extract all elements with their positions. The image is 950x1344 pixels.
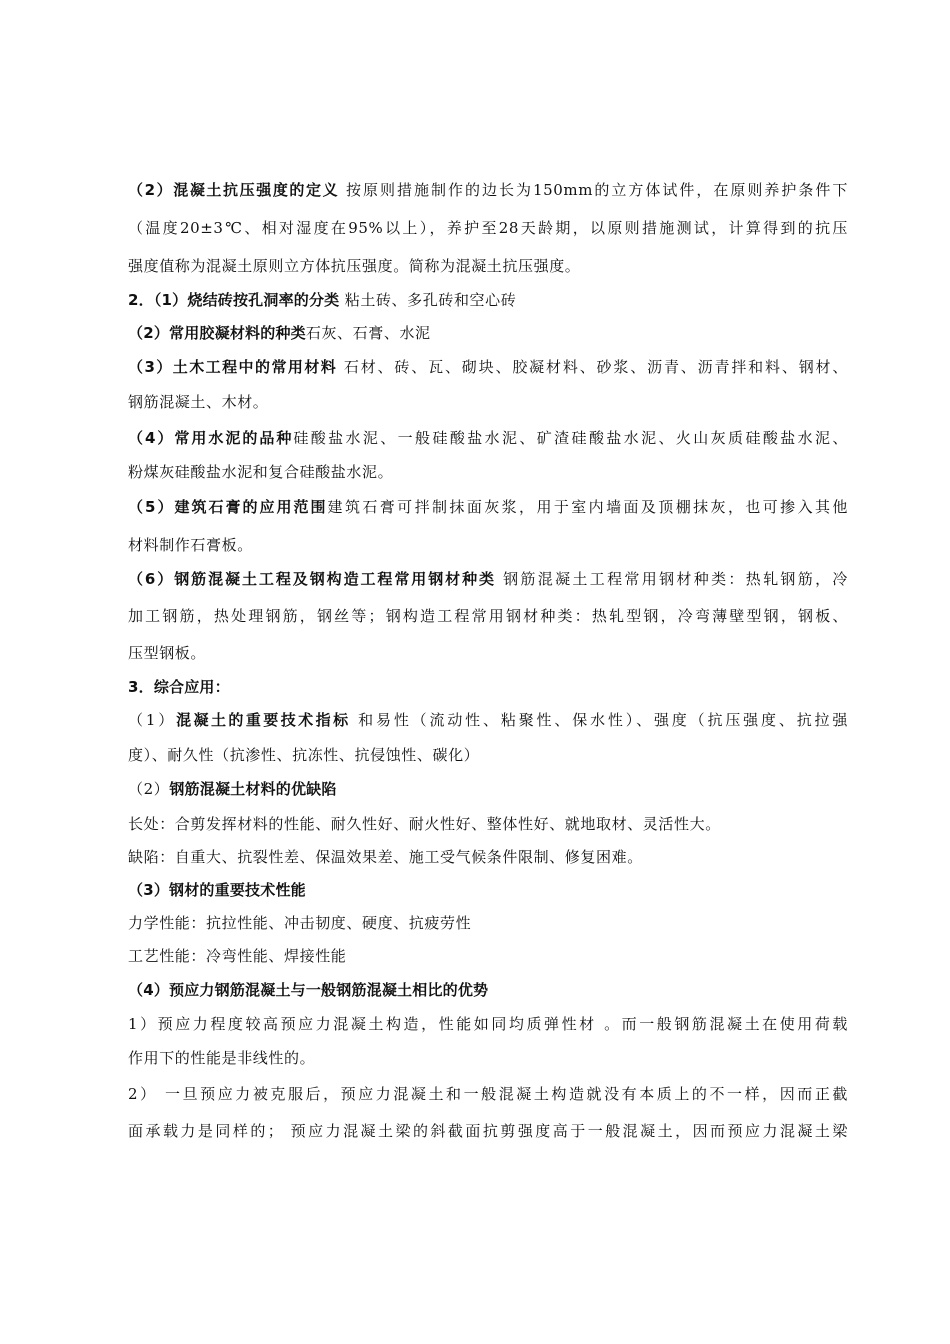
bold-heading-text: 2．（1）烧结砖按孔洞率的分类 bbox=[128, 291, 340, 309]
body-text: 石灰、石膏、水泥 bbox=[305, 324, 431, 342]
text-line bbox=[128, 606, 848, 626]
bold-heading-text: （5）建筑石膏的应用范围 bbox=[128, 498, 328, 516]
bold-heading-text: （6）钢筋混凝土工程及钢构造工程常用钢材种类 bbox=[128, 570, 496, 588]
body-text: （1） bbox=[128, 711, 177, 729]
text-line bbox=[128, 535, 848, 555]
bold-heading-text: （3）土木工程中的常用材料 bbox=[128, 358, 338, 376]
text-line bbox=[128, 946, 848, 966]
body-text: （温度20±3℃、相对湿度在95%以上），养护至28天龄期，以原则措施测试，计算得到的抗压 bbox=[128, 219, 848, 237]
text-line bbox=[128, 290, 848, 310]
body-text: 硅酸盐水泥、一般硅酸盐水泥、矿渣硅酸盐水泥、火山灰质硅酸盐水泥、 bbox=[293, 429, 848, 447]
bold-heading-text: 3．综合应用： bbox=[128, 678, 230, 696]
text-line bbox=[128, 428, 848, 448]
text-line bbox=[128, 323, 848, 343]
text-line bbox=[128, 643, 848, 663]
text-line bbox=[128, 779, 848, 799]
body-text: 面承载力是同样的； 预应力混凝土梁的斜截面抗剪强度高于一般混凝土，因而预应力混凝土梁 bbox=[128, 1122, 848, 1140]
body-text: 长处：合剪发挥材料的性能、耐久性好、耐火性好、整体性好、就地取材、灵活性大。 bbox=[128, 815, 721, 833]
bold-heading-text: （2）常用胶凝材料的种类 bbox=[128, 324, 306, 342]
text-line bbox=[128, 392, 848, 412]
text-line bbox=[128, 497, 848, 517]
body-text: 粘土砖、多孔砖和空心砖 bbox=[339, 291, 517, 309]
body-text: 强度值称为混凝土原则立方体抗压强度。简称为混凝土抗压强度。 bbox=[128, 257, 581, 275]
text-line bbox=[128, 218, 848, 238]
body-text: 按原则措施制作的边长为150mm的立方体试件，在原则养护条件下 bbox=[339, 181, 848, 199]
text-line bbox=[128, 847, 848, 867]
body-text: 建筑石膏可拌制抹面灰浆，用于室内墙面及顶棚抹灰，也可掺入其他 bbox=[327, 498, 848, 516]
body-text: 度）、耐久性（抗渗性、抗冻性、抗侵蚀性、碳化） bbox=[128, 746, 480, 764]
body-text: 2） 一旦预应力被克服后，预应力混凝土和一般混凝土构造就没有本质上的不一样，因而正截 bbox=[128, 1085, 848, 1103]
bold-heading-text: （2）混凝土抗压强度的定义 bbox=[128, 181, 340, 199]
text-line bbox=[128, 1048, 848, 1068]
body-text: 钢筋混凝土工程常用钢材种类：热轧钢筋，冷 bbox=[495, 570, 848, 588]
text-line bbox=[128, 880, 848, 900]
text-line bbox=[128, 677, 848, 697]
text-line bbox=[128, 1014, 848, 1034]
body-text: （2） bbox=[128, 780, 170, 798]
bold-heading-text: 混凝土的重要技术指标 bbox=[176, 711, 351, 729]
bold-heading-text: （4）预应力钢筋混凝土与一般钢筋混凝土相比的优势 bbox=[128, 981, 489, 999]
body-text: 缺陷：自重大、抗裂性差、保温效果差、施工受气候条件限制、修复困难。 bbox=[128, 848, 643, 866]
text-line bbox=[128, 180, 848, 200]
body-text: 力学性能：抗拉性能、冲击韧度、硬度、抗疲劳性 bbox=[128, 914, 472, 932]
body-text: 和易性（流动性、粘聚性、保水性）、强度（抗压强度、抗拉强 bbox=[350, 711, 848, 729]
body-text: 石材、砖、瓦、砌块、胶凝材料、砂浆、沥青、沥青拌和料、钢材、 bbox=[337, 358, 849, 376]
body-text: 压型钢板。 bbox=[128, 644, 207, 662]
text-line bbox=[128, 710, 848, 730]
bold-heading-text: 钢筋混凝土材料的优缺陷 bbox=[169, 780, 337, 798]
text-line bbox=[128, 1121, 848, 1141]
text-line bbox=[128, 1084, 848, 1104]
body-text: 1）预应力程度较高预应力混凝土构造，性能如同均质弹性材 。而一般钢筋混凝土在使用荷载 bbox=[128, 1015, 848, 1033]
bold-heading-text: （4）常用水泥的品种 bbox=[128, 429, 294, 447]
body-text: 钢筋混凝土、木材。 bbox=[128, 393, 269, 411]
text-line bbox=[128, 569, 848, 589]
body-text: 粉煤灰硅酸盐水泥和复合硅酸盐水泥。 bbox=[128, 463, 394, 481]
text-line bbox=[128, 913, 848, 933]
body-text: 加工钢筋，热处理钢筋，钢丝等；钢构造工程常用钢材种类：热轧型钢，冷弯薄壁型钢，钢板、 bbox=[128, 607, 848, 625]
bold-heading-text: （3）钢材的重要技术性能 bbox=[128, 881, 306, 899]
body-text: 材料制作石膏板。 bbox=[128, 536, 253, 554]
body-text: 工艺性能：冷弯性能、焊接性能 bbox=[128, 947, 347, 965]
text-line bbox=[128, 814, 848, 834]
text-line bbox=[128, 980, 848, 1000]
text-line bbox=[128, 462, 848, 482]
text-line bbox=[128, 256, 848, 276]
text-line bbox=[128, 745, 848, 765]
text-line bbox=[128, 357, 848, 377]
body-text: 作用下的性能是非线性的。 bbox=[128, 1049, 316, 1067]
